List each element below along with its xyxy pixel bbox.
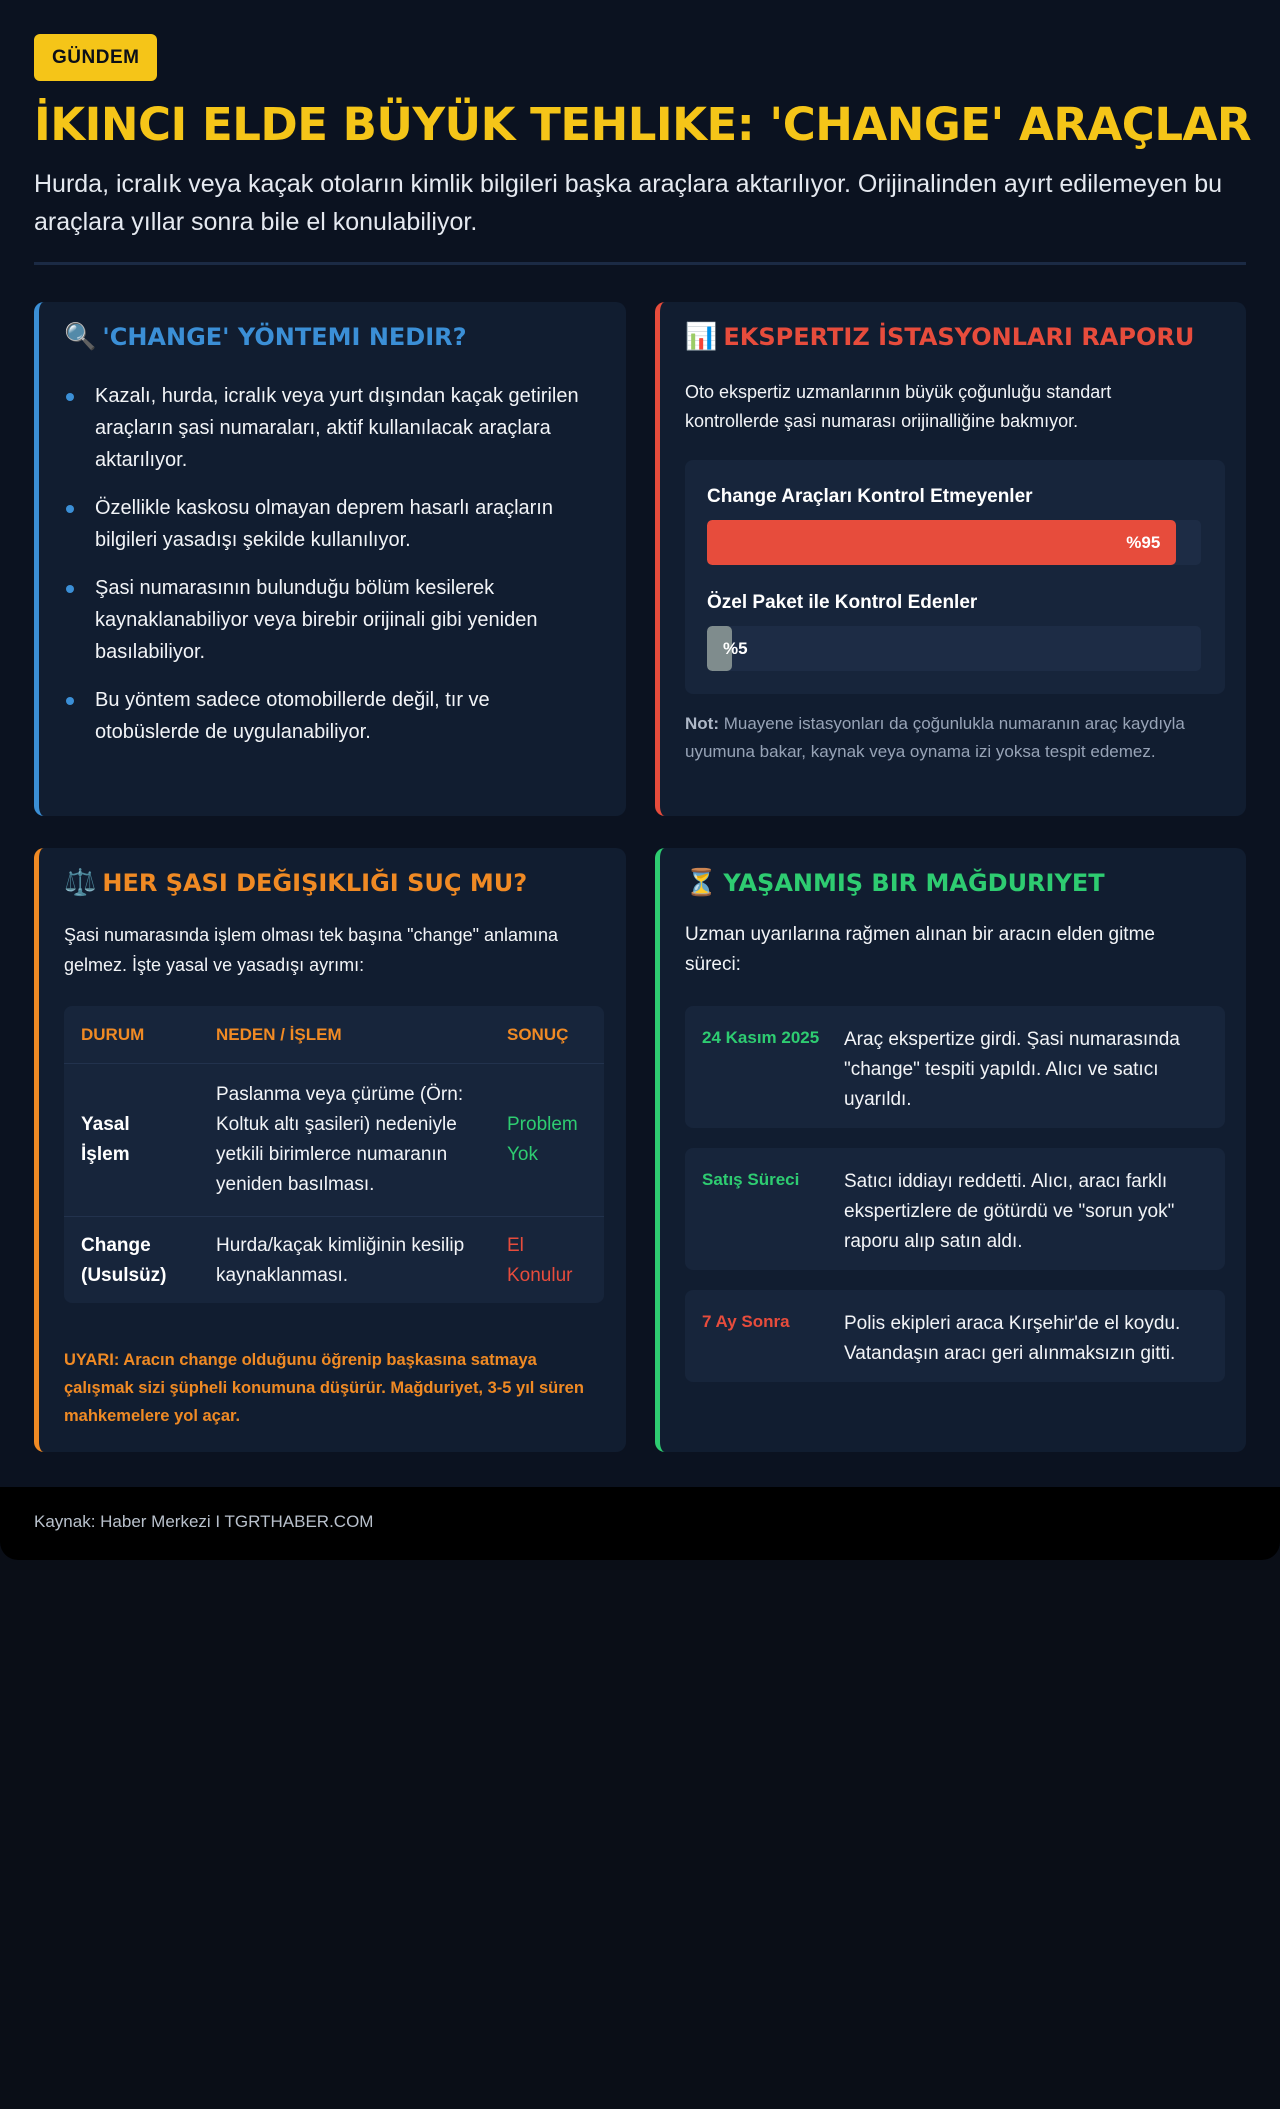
- timeline-text: Polis ekipleri araca Kırşehir'de el koydu. Vatandaşın aracı geri alınmaksızın gitti.: [844, 1313, 1181, 1364]
- table-row: [64, 1217, 604, 1303]
- list-item: Özellikle kaskosu olmayan deprem hasarlı araçların bilgileri yasadışı şekilde kullanılıyor.: [64, 492, 594, 556]
- timeline-item: [685, 1148, 1225, 1270]
- header-divider: [34, 262, 1246, 265]
- report-card-title: [685, 322, 1194, 352]
- bar-value: %95: [1126, 533, 1161, 552]
- page-subtitle: Hurda, icralık veya kaçak otoların kimlik bilgileri başka araçlara aktarılıyor. Orijinalinden ayırt edilemeyen bu araçlara yıllar sonra bile el konulabiliyor.: [34, 170, 1223, 236]
- method-card-title: [64, 322, 467, 352]
- status-cell: Change (Usulsüz): [81, 1235, 167, 1286]
- story-card-title: [685, 868, 1105, 898]
- bar-label: Change Araçları Kontrol Etmeyenler: [707, 486, 1033, 507]
- note-label: Not:: [685, 714, 719, 733]
- column-header: DURUM: [64, 1006, 199, 1064]
- status-cell: Yasal İşlem: [64, 1064, 199, 1217]
- page-title: İKINCI ELDE BÜYÜK TEHLIKE: 'CHANGE' ARAÇLAR: [34, 98, 1251, 151]
- story-card: [655, 848, 1246, 1452]
- timeline-date: 7 Ay Sonra: [702, 1312, 790, 1331]
- category-badge: GÜNDEM: [34, 34, 157, 81]
- report-description: Oto ekspertiz uzmanlarının büyük çoğunluğu standart kontrollerde şasi numarası orijinalliğine bakmıyor.: [685, 382, 1112, 431]
- bar-track: [707, 626, 1201, 671]
- magnifier-icon: 🔍: [64, 322, 97, 352]
- report-note: [685, 710, 1215, 766]
- legal-card-title-text: HER ŞASI DEĞIŞIKLIĞI SUÇ MU?: [102, 869, 528, 897]
- method-card-title-text: 'CHANGE' YÖNTEMI NEDIR?: [102, 323, 467, 351]
- bar-value: %5: [723, 639, 748, 658]
- timeline-date: 24 Kasım 2025: [702, 1028, 820, 1047]
- reason-cell: Paslanma veya çürüme (Örn: Koltuk altı şasileri) nedeniyle yetkili birimlerce numaranın yeniden basılması.: [199, 1064, 490, 1217]
- table-row: [64, 1064, 604, 1217]
- result-cell: Problem Yok: [490, 1064, 604, 1217]
- story-card-title-text: YAŞANMIŞ BIR MAĞDURIYET: [723, 869, 1105, 897]
- bar-track: [707, 520, 1201, 565]
- hourglass-icon: ⏳: [685, 868, 718, 898]
- list-item: Kazalı, hurda, icralık veya yurt dışından kaçak getirilen araçların şasi numaraları, aktif kullanılacak araçlara aktarılıyor.: [64, 380, 594, 476]
- footer: [0, 1487, 1280, 1560]
- result-cell: El Konulur: [507, 1235, 573, 1286]
- column-header: NEDEN / İŞLEM: [199, 1006, 490, 1064]
- scales-icon: ⚖️: [64, 868, 97, 898]
- list-item: Bu yöntem sadece otomobillerde değil, tır ve otobüslerde de uygulanabiliyor.: [64, 684, 594, 748]
- list-item: Şasi numarasının bulunduğu bölüm kesilerek kaynaklanabiliyor veya birebir orijinali gibi yeniden basılabiliyor.: [64, 572, 594, 668]
- timeline-date: Satış Süreci: [702, 1170, 800, 1189]
- timeline-item: [685, 1290, 1225, 1382]
- table-header-row: [64, 1006, 604, 1064]
- method-bullet-list: [64, 380, 594, 764]
- timeline-text: Satıcı iddiayı reddetti. Alıcı, aracı farklı ekspertizlere de götürdü ve "sorun yok" raporu alıp satın aldı.: [844, 1171, 1175, 1252]
- report-card: [655, 302, 1246, 816]
- timeline-text: Araç ekspertize girdi. Şasi numarasında "change" tespiti yapıldı. Alıcı ve satıcı uyarıldı.: [844, 1029, 1180, 1110]
- progress-bars-panel: [685, 460, 1225, 694]
- legal-warning: UYARI: Aracın change olduğunu öğrenip başkasına satmaya çalışmak sizi şüpheli konumuna düşürür. Mağduriyet, 3-5 yıl süren mahkemelere yol açar.: [64, 1351, 584, 1425]
- method-card: [34, 302, 626, 816]
- story-description: Uzman uyarılarına rağmen alınan bir aracın elden gitme süreci:: [685, 924, 1155, 975]
- column-header: SONUÇ: [490, 1006, 604, 1064]
- legal-description: Şasi numarasında işlem olması tek başına "change" anlamına gelmez. İşte yasal ve yasadışı ayrımı:: [64, 925, 559, 975]
- legal-card: [34, 848, 626, 1452]
- legal-comparison-table: [64, 1006, 604, 1303]
- report-card-title-text: EKSPERTIZ İSTASYONLARI RAPORU: [723, 323, 1195, 351]
- timeline-item: [685, 1006, 1225, 1128]
- source-credit: Kaynak: Haber Merkezi I TGRTHABER.COM: [34, 1512, 374, 1531]
- bar-chart-icon: 📊: [685, 322, 718, 352]
- note-text: Muayene istasyonları da çoğunlukla numaranın araç kaydıyla uyumuna bakar, kaynak veya oynama izi yoksa tespit edemez.: [685, 714, 1185, 761]
- legal-card-title: [64, 868, 527, 898]
- progress-bar-fill: [707, 520, 1176, 565]
- reason-cell: Hurda/kaçak kimliğinin kesilip kaynaklanması.: [216, 1235, 465, 1286]
- bar-label: Özel Paket ile Kontrol Edenler: [707, 592, 978, 613]
